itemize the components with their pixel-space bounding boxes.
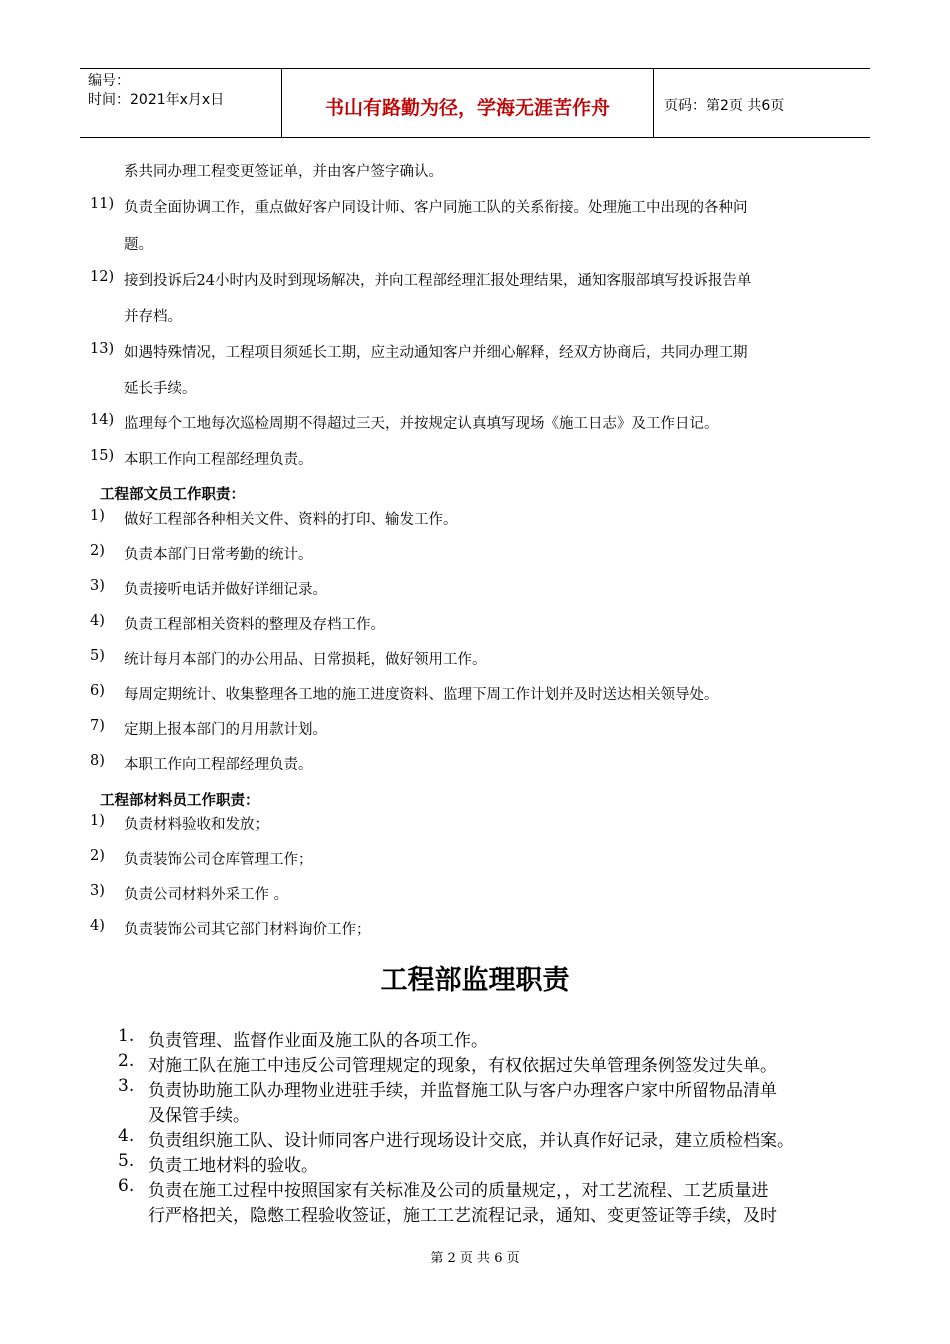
duty-text: 负责协助施工队办理物业进驻手续，并监督施工队与客户办理客户家中所留物品清单: [148, 1081, 777, 1101]
page-header: [80, 68, 870, 138]
list-item-text: 并存档。: [124, 309, 182, 325]
page-footer: 第 2 页 共 6 页: [430, 1251, 520, 1266]
list-item-number: 15): [90, 448, 115, 464]
list-item-number: 3): [90, 578, 105, 594]
list-item-text: 负责本部门日常考勤的统计。: [124, 547, 313, 563]
duty-text: 行严格把关，隐憋工程验收签证，施工工艺流程记录，通知、变更签证等手续，及时: [148, 1206, 777, 1226]
list-item-text: 每周定期统计、收集整理各工地的施工进度资料、监理下周工作计划并及时送达相关领导处。: [124, 687, 719, 703]
list-item-number: 14): [90, 412, 115, 428]
list-item-text: 题。: [124, 237, 153, 253]
duty-number: 4.: [118, 1126, 135, 1146]
list-item-number: 11): [90, 196, 115, 212]
list-item-number: 1): [90, 813, 105, 829]
list-item-text: 接到投诉后24小时内及时到现场解决，并向工程部经理汇报处理结果，通知客服部填写投诉报告单: [124, 273, 752, 289]
list-item-text: 如遇特殊情况，工程项目须延长工期，应主动通知客户并细心解释，经双方协商后，共同办理工期: [124, 345, 748, 361]
list-item-number: 4): [90, 613, 105, 629]
duty-number: 2.: [118, 1051, 135, 1071]
list-item-number: 7): [90, 718, 105, 734]
list-item-number: 13): [90, 341, 115, 357]
header-page-label: 页码：第2页 共6页: [664, 98, 785, 114]
list-item-text: 本职工作向工程部经理负责。: [124, 757, 313, 773]
list-item-text: 负责公司材料外采工作 。: [124, 887, 289, 903]
section-heading-clerk: 工程部文员工作职责：: [100, 487, 245, 503]
list-item-number: 8): [90, 753, 105, 769]
duty-number: 1.: [118, 1026, 135, 1046]
duty-number: 6.: [118, 1176, 135, 1196]
list-item-text: 统计每月本部门的办公用品、日常损耗，做好领用工作。: [124, 652, 487, 668]
duty-number: 5.: [118, 1151, 135, 1171]
list-item-text: 负责工程部相关资料的整理及存档工作。: [124, 617, 385, 633]
list-item-text: 定期上报本部门的月用款计划。: [124, 722, 327, 738]
duty-text: 对施工队在施工中违反公司管理规定的现象，有权依据过失单管理条例签发过失单。: [148, 1056, 777, 1076]
list-item-text: 负责装饰公司仓库管理工作；: [124, 852, 313, 868]
number-label: 编号：: [88, 73, 130, 89]
list-item-number: 3): [90, 883, 105, 899]
list-item-number: 1): [90, 508, 105, 524]
duty-text: 负责管理、监督作业面及施工队的各项工作。: [148, 1031, 488, 1051]
list-item-number: 5): [90, 648, 105, 664]
list-item-text: 做好工程部各种相关文件、资料的打印、输发工作。: [124, 512, 458, 528]
duty-text: 负责工地材料的验收。: [148, 1156, 318, 1176]
list-item-number: 6): [90, 683, 105, 699]
list-item-number: 12): [90, 269, 115, 285]
list-item-text: 延长手续。: [124, 381, 197, 397]
duty-number: 3.: [118, 1076, 135, 1096]
continuation-text: 系共同办理工程变更签证单，并由客户签字确认。: [124, 164, 443, 180]
list-item-number: 2): [90, 543, 105, 559]
list-item-number: 2): [90, 848, 105, 864]
list-item-text: 本职工作向工程部经理负责。: [124, 452, 313, 468]
duty-text: 负责组织施工队、设计师同客户进行现场设计交底，并认真作好记录，建立质检档案。: [148, 1131, 794, 1151]
list-item-text: 监理每个工地每次巡检周期不得超过三天，并按规定认真填写现场《施工日志》及工作日记。: [124, 416, 719, 432]
header-motto: 书山有路勤为径，学海无涯苦作舟: [282, 69, 654, 137]
page-title: 工程部监理职责: [380, 965, 570, 996]
list-item-number: 4): [90, 918, 105, 934]
header-meta: [80, 69, 282, 137]
time-label: 时间：2021年x月x日: [88, 92, 225, 108]
list-item-text: 负责装饰公司其它部门材料询价工作；: [124, 922, 371, 938]
section-heading-material: 工程部材料员工作职责：: [100, 793, 260, 809]
list-item-text: 负责材料验收和发放；: [124, 817, 269, 833]
list-item-text: 负责全面协调工作，重点做好客户同设计师、客户同施工队的关系衔接。处理施工中出现的各种问: [124, 200, 748, 216]
list-item-text: 负责接听电话并做好详细记录。: [124, 582, 327, 598]
duty-text: 及保管手续。: [148, 1106, 250, 1126]
duty-text: 负责在施工过程中按照国家有关标准及公司的质量规定，，对工艺流程、工艺质量进: [148, 1181, 769, 1201]
